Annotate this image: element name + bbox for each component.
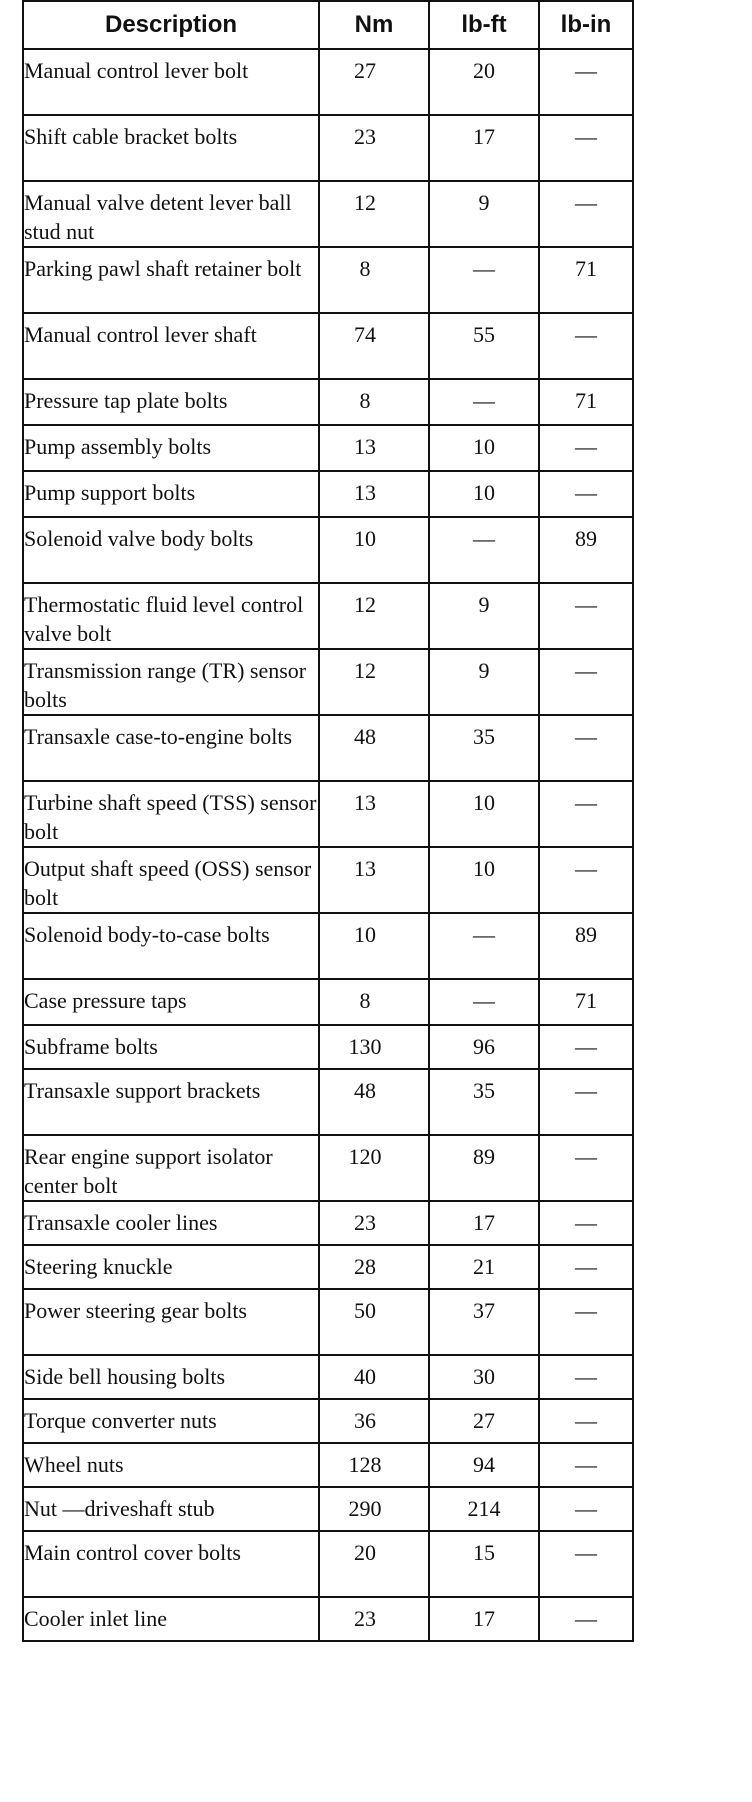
table-row <box>23 425 633 471</box>
lbin-cell: — <box>539 1245 633 1289</box>
nm-cell: 48 <box>319 715 429 781</box>
lbft-cell: 55 <box>429 313 539 379</box>
lbft-cell: 214 <box>429 1487 539 1531</box>
lbft-cell: 15 <box>429 1531 539 1597</box>
lbft-cell: 27 <box>429 1399 539 1443</box>
description-cell: Case pressure taps <box>23 979 319 1025</box>
lbin-cell: — <box>539 1399 633 1443</box>
table-row <box>23 913 633 979</box>
description-cell: Nut —driveshaft stub <box>23 1487 319 1531</box>
nm-cell: 12 <box>319 181 429 247</box>
nm-cell: 20 <box>319 1531 429 1597</box>
column-header-lbin: lb-in <box>539 1 633 49</box>
nm-cell: 13 <box>319 471 429 517</box>
table-row <box>23 1531 633 1597</box>
lbft-cell: 20 <box>429 49 539 115</box>
lbin-cell: — <box>539 313 633 379</box>
lbft-cell: 9 <box>429 181 539 247</box>
description-cell: Torque converter nuts <box>23 1399 319 1443</box>
nm-cell: 8 <box>319 979 429 1025</box>
lbft-cell: — <box>429 517 539 583</box>
description-cell: Pump assembly bolts <box>23 425 319 471</box>
table-row <box>23 115 633 181</box>
description-cell: Shift cable bracket bolts <box>23 115 319 181</box>
description-cell: Manual control lever shaft <box>23 313 319 379</box>
description-cell: Turbine shaft speed (TSS) sensor bolt <box>23 781 319 847</box>
table-row <box>23 1443 633 1487</box>
nm-cell: 23 <box>319 1201 429 1245</box>
lbin-cell: — <box>539 1201 633 1245</box>
lbin-cell: — <box>539 1069 633 1135</box>
table-row <box>23 247 633 313</box>
description-cell: Rear engine support isolator center bolt <box>23 1135 319 1201</box>
lbin-cell: 71 <box>539 379 633 425</box>
lbft-cell: 89 <box>429 1135 539 1201</box>
lbft-cell: 17 <box>429 1201 539 1245</box>
nm-cell: 128 <box>319 1443 429 1487</box>
lbft-cell: 37 <box>429 1289 539 1355</box>
lbft-cell: 9 <box>429 583 539 649</box>
lbin-cell: — <box>539 425 633 471</box>
table-row <box>23 781 633 847</box>
lbft-cell: 30 <box>429 1355 539 1399</box>
description-cell: Solenoid valve body bolts <box>23 517 319 583</box>
header-row <box>23 1 633 49</box>
lbin-cell: — <box>539 715 633 781</box>
lbin-cell: — <box>539 1597 633 1641</box>
lbin-cell: — <box>539 583 633 649</box>
description-cell: Solenoid body-to-case bolts <box>23 913 319 979</box>
lbin-cell: 71 <box>539 247 633 313</box>
lbft-cell: 17 <box>429 115 539 181</box>
table-row <box>23 715 633 781</box>
lbft-cell: — <box>429 247 539 313</box>
nm-cell: 290 <box>319 1487 429 1531</box>
lbft-cell: 94 <box>429 1443 539 1487</box>
table-row <box>23 1069 633 1135</box>
table-row <box>23 1025 633 1069</box>
nm-cell: 40 <box>319 1355 429 1399</box>
nm-cell: 12 <box>319 649 429 715</box>
nm-cell: 8 <box>319 247 429 313</box>
table-row <box>23 181 633 247</box>
nm-cell: 120 <box>319 1135 429 1201</box>
table-row <box>23 1399 633 1443</box>
description-cell: Transaxle support brackets <box>23 1069 319 1135</box>
description-cell: Transaxle case-to-engine bolts <box>23 715 319 781</box>
lbin-cell: — <box>539 49 633 115</box>
table-row <box>23 1487 633 1531</box>
lbft-cell: 21 <box>429 1245 539 1289</box>
lbin-cell: — <box>539 1355 633 1399</box>
lbin-cell: — <box>539 847 633 913</box>
description-cell: Transaxle cooler lines <box>23 1201 319 1245</box>
description-cell: Manual control lever bolt <box>23 49 319 115</box>
lbin-cell: — <box>539 1025 633 1069</box>
description-cell: Wheel nuts <box>23 1443 319 1487</box>
lbft-cell: — <box>429 913 539 979</box>
lbin-cell: — <box>539 471 633 517</box>
nm-cell: 23 <box>319 115 429 181</box>
nm-cell: 10 <box>319 913 429 979</box>
lbin-cell: — <box>539 115 633 181</box>
description-cell: Side bell housing bolts <box>23 1355 319 1399</box>
lbin-cell: — <box>539 1531 633 1597</box>
lbin-cell: — <box>539 181 633 247</box>
table-row <box>23 649 633 715</box>
table-row <box>23 583 633 649</box>
nm-cell: 13 <box>319 847 429 913</box>
description-cell: Pressure tap plate bolts <box>23 379 319 425</box>
nm-cell: 27 <box>319 49 429 115</box>
lbft-cell: 9 <box>429 649 539 715</box>
lbft-cell: — <box>429 379 539 425</box>
nm-cell: 50 <box>319 1289 429 1355</box>
table-row <box>23 379 633 425</box>
table-row <box>23 979 633 1025</box>
lbft-cell: — <box>429 979 539 1025</box>
nm-cell: 36 <box>319 1399 429 1443</box>
lbin-cell: 71 <box>539 979 633 1025</box>
table-row <box>23 1245 633 1289</box>
nm-cell: 48 <box>319 1069 429 1135</box>
description-cell: Cooler inlet line <box>23 1597 319 1641</box>
description-cell: Manual valve detent lever ball stud nut <box>23 181 319 247</box>
column-header-lbft: lb-ft <box>429 1 539 49</box>
description-cell: Power steering gear bolts <box>23 1289 319 1355</box>
column-header-nm: Nm <box>319 1 429 49</box>
description-cell: Subframe bolts <box>23 1025 319 1069</box>
nm-cell: 13 <box>319 425 429 471</box>
lbft-cell: 10 <box>429 471 539 517</box>
column-header-description: Description <box>23 1 319 49</box>
lbin-cell: 89 <box>539 913 633 979</box>
table-row <box>23 517 633 583</box>
nm-cell: 12 <box>319 583 429 649</box>
lbin-cell: — <box>539 1289 633 1355</box>
description-cell: Thermostatic fluid level control valve bolt <box>23 583 319 649</box>
lbft-cell: 35 <box>429 1069 539 1135</box>
table-row <box>23 1597 633 1641</box>
nm-cell: 28 <box>319 1245 429 1289</box>
description-cell: Pump support bolts <box>23 471 319 517</box>
lbin-cell: 89 <box>539 517 633 583</box>
nm-cell: 23 <box>319 1597 429 1641</box>
lbin-cell: — <box>539 1443 633 1487</box>
lbft-cell: 96 <box>429 1025 539 1069</box>
lbin-cell: — <box>539 649 633 715</box>
description-cell: Parking pawl shaft retainer bolt <box>23 247 319 313</box>
torque-spec-table <box>22 0 634 1642</box>
table-row <box>23 1289 633 1355</box>
lbft-cell: 10 <box>429 847 539 913</box>
nm-cell: 10 <box>319 517 429 583</box>
table-row <box>23 847 633 913</box>
lbft-cell: 10 <box>429 781 539 847</box>
table-row <box>23 1355 633 1399</box>
lbin-cell: — <box>539 1135 633 1201</box>
table-row <box>23 1201 633 1245</box>
description-cell: Main control cover bolts <box>23 1531 319 1597</box>
description-cell: Transmission range (TR) sensor bolts <box>23 649 319 715</box>
lbft-cell: 10 <box>429 425 539 471</box>
table-row <box>23 471 633 517</box>
lbin-cell: — <box>539 781 633 847</box>
description-cell: Steering knuckle <box>23 1245 319 1289</box>
table-row <box>23 49 633 115</box>
nm-cell: 8 <box>319 379 429 425</box>
table-row <box>23 1135 633 1201</box>
torque-spec-sheet <box>22 0 634 1642</box>
lbft-cell: 17 <box>429 1597 539 1641</box>
lbin-cell: — <box>539 1487 633 1531</box>
lbft-cell: 35 <box>429 715 539 781</box>
nm-cell: 13 <box>319 781 429 847</box>
table-row <box>23 313 633 379</box>
description-cell: Output shaft speed (OSS) sensor bolt <box>23 847 319 913</box>
nm-cell: 74 <box>319 313 429 379</box>
nm-cell: 130 <box>319 1025 429 1069</box>
